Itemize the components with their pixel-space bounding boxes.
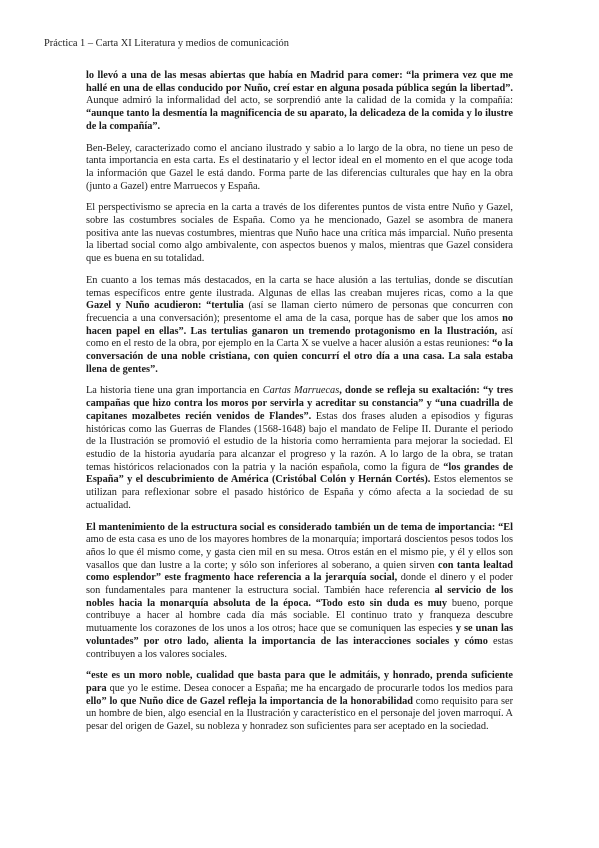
text-segment: estas contribuyen a los valores sociales.	[86, 635, 514, 660]
bold-text-segment: lo llevó a una de las mesas abiertas que había en Madrid para comer: “la primera vez que me hallé en una de ellas conducido por Nuño, creí estar en alguna posada pública según la libertad”.	[86, 70, 513, 94]
text-segment: Aunque admiró la informalidad del acto, se sorprendió ante la calidad de la comida y la compañía:	[86, 95, 513, 107]
paragraph	[86, 143, 513, 194]
bold-text-segment: Gazel y Nuño acudieron: “tertulia	[86, 300, 244, 312]
text-segment: Estos elementos se utilizan para reflexionar sobre el pasado histórico de España y cómo afecta a la sociedad de su actualidad.	[86, 474, 513, 511]
bold-text-segment: , donde se refleja su exaltación: “y tres campañas que hizo contra los moros por servirla y acreditar su constancia” y “una cuadrilla de capitanes mozalbetes recién venidos de Flandes”.	[86, 385, 513, 422]
bold-text-segment: no hacen papel en ellas”. Las tertulias ganaron un tremendo protagonismo en la Ilustración,	[86, 312, 513, 337]
bold-text-segment: “aunque tanto la desmentía la magnificencia de su aparato, la delicadeza de la comida y lo ilustre de la compañía”.	[86, 108, 513, 132]
text-segment: donde el dinero y el poder son fundamentales para mantener la estructura social. También hace referencia	[86, 572, 513, 597]
paragraph	[86, 202, 513, 266]
text-segment: En cuanto a los temas más destacados, en la carta se hace alusión a las tertulias, donde se discutían temas específicos entre gente ilustrada. Algunas de ellas las creaban mujeres ricas, como a la que	[86, 274, 513, 299]
text-segment: Cartas Marruecas	[262, 385, 340, 397]
text-segment: bueno, porque contribuye a hacer al hombre cada día más sociable. El continuo trato y franqueza descubre mutuamente los corazones de los unos a los otros; hace que se comuniquen las especies	[86, 597, 513, 635]
text-segment: número de personas que concurren con frecuencia a una conversación); presentome el ama de la casa, porque has de saber que los amos	[86, 300, 513, 324]
text-segment: amo de esta casa es uno de los mayores hombres de la monarquía; importará doscientos pesos todos los años lo que él mismo come, y gasta cien mil en su mesa. Otros están en el mismo pie, y él y ellos son vasallos que dan lustre a la corte; y sólo son inferiores al soberano, a quien sirven	[86, 534, 513, 571]
bold-text-segment: El mantenimiento de la estructura social es considerado también un de tema de importancia: “El	[86, 521, 513, 533]
bold-text-segment: ello” lo que Nuño dice de Gazel refleja la importancia de la honorabilidad	[86, 695, 413, 707]
text-segment: La historia tiene una gran importancia en	[86, 385, 263, 397]
text-segment: como requisito para ser un hombre de bien, algo esencial en la Ilustración y característico en el personaje del joven marroquí. A pesar del origen de Gazel, su nobleza y honradez son suficientes para ser aceptado en la sociedad.	[86, 695, 514, 733]
text-segment: Ben-Beley, caracterizado como el anciano ilustrado y sabio a lo largo de la obra, no tiene un peso de tanta importancia en esta carta. Es el destinatario y el lector ideal en el momento en el que acoge toda la información que Gazel le está dando. Forma parte de las diferencias culturales que hay en la obra (junto a Gazel) entre Marruecos y España.	[86, 142, 513, 192]
text-segment: así como en el resto de la obra, por ejemplo en la Carta X se vuelve a hacer alusión a estas reuniones:	[86, 325, 514, 350]
paragraph	[86, 522, 513, 662]
text-segment: El perspectivismo se aprecia en la carta a través de los diferentes puntos de vista entre Nuño y Gazel, sobre las costumbres sociales de España. Como ya he mencionado, Gazel se asombra de manera positiva ante las nuevas costumbres, mientras que Nuño hace una crítica más imparcial. Nuño presenta la libertad social como algo ambivalente, con aspectos buenos y malos, mientras que Gazel considera que es buena en su totalidad.	[86, 202, 513, 265]
text-segment: (así se llaman cierto	[243, 300, 342, 312]
bold-text-segment: y se unan las voluntades” por otro lado, alienta la importancia de las interacciones sociales y cómo	[86, 623, 513, 647]
text-segment: Estas dos frases aluden a episodios y figuras históricas como las Guerras de Flandes (1568-1648) bajo el mandato de Felipe II. Durante el periodo de la Ilustración se promovió el estudio de la historia como herramienta para mejorar la sociedad. El estudio de la historia ayudaría para alcanzar el progreso y la razón. A lo largo de la obra, se tratan temas históricos relacionados con la patria y la nación española, como la figura de	[86, 410, 513, 473]
bold-text-segment: al servicio de los nobles hacia la monarquía absoluta de la época. “Todo esto sin duda es muy	[86, 585, 513, 609]
bold-text-segment: “o la conversación de una noble cristiana, con quien concurrí el otro día a una casa. La sala estaba llena de gentes”.	[86, 338, 513, 375]
page-header: Práctica 1 – Carta XI Literatura y medios de comunicación	[44, 38, 289, 49]
paragraph	[86, 670, 513, 734]
bold-text-segment: “los grandes de España” y el descubrimiento de América (Cristóbal Colón y Hernán Cortés).	[86, 461, 513, 486]
paragraph	[86, 70, 513, 134]
paragraph	[86, 275, 513, 377]
document-body	[86, 70, 513, 743]
paragraph	[86, 385, 513, 512]
text-segment: que yo le estime. Desea conocer a España; me ha encargado de procurarle todos los medios para	[106, 682, 513, 694]
bold-text-segment: con tanta lealtad como esplendor” este fragmento hace referencia a la jerarquía social,	[86, 559, 513, 584]
bold-text-segment: “este es un moro noble, cualidad que basta para que le admitáis, y honrado, prenda suficiente para	[86, 670, 513, 694]
